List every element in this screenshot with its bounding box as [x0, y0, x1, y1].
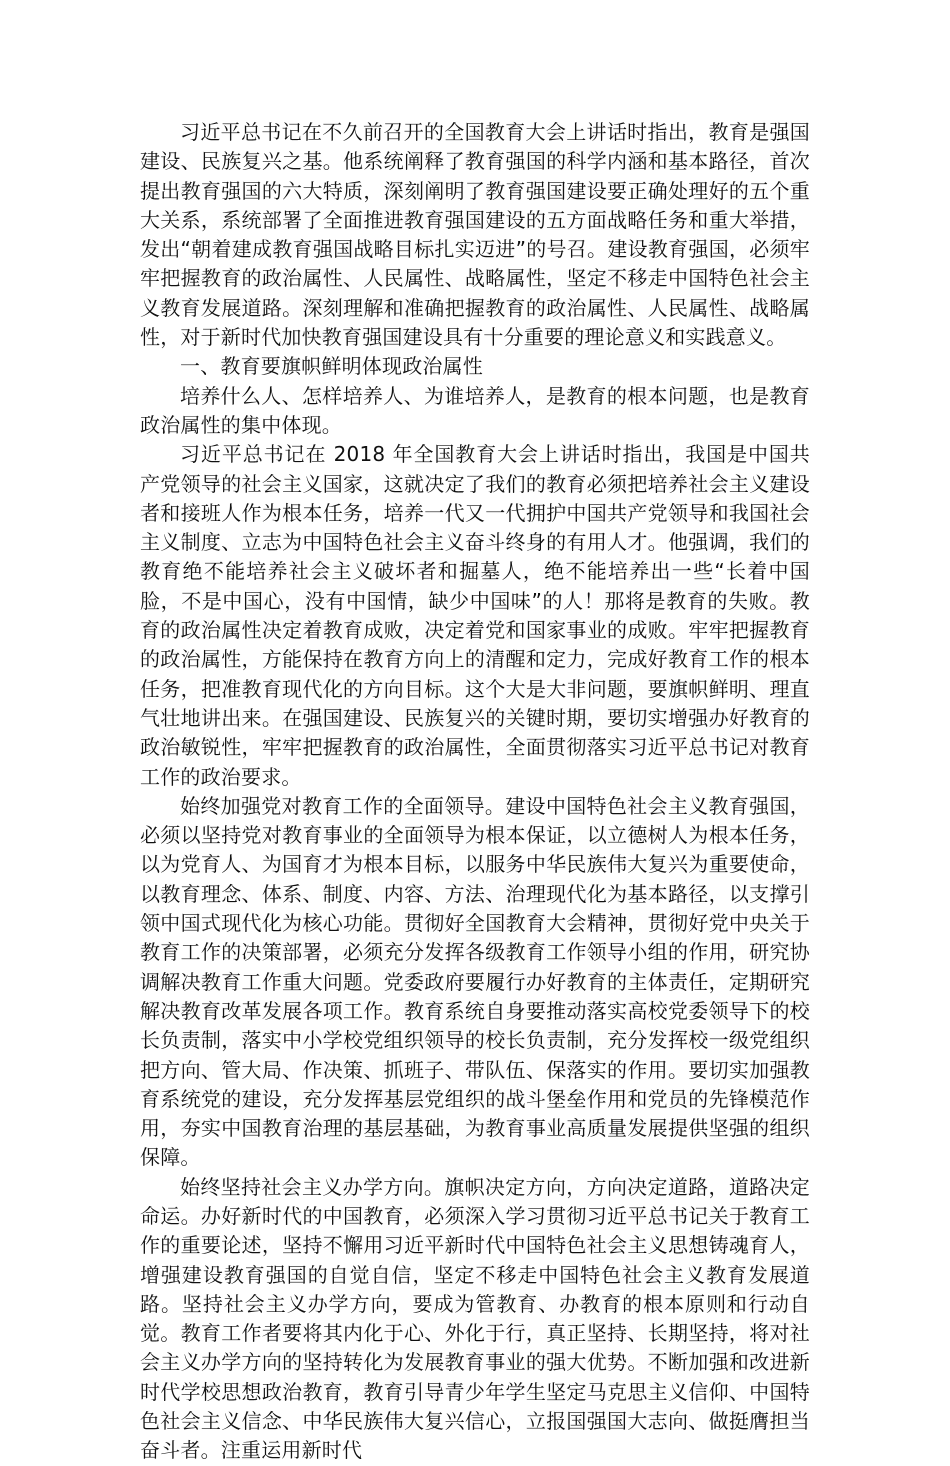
document-page [140, 118, 810, 1463]
body-paragraph-1: 培养什么人、怎样培养人、为谁培养人，是教育的根本问题，也是教育政治属性的集中体现。 [140, 383, 810, 437]
body-paragraph-2: 习近平总书记在 2018 年全国教育大会上讲话时指出，我国是中国共产党领导的社会主义国家，这就决定了我们的教育必须把培养社会主义建设者和接班人作为根本任务，培养一代又一代拥护中国共产党领导和我国社会主义制度、立志为中国特色社会主义奋斗终身的有用人才。他强调，我们的教育绝不能培养社会主义破坏者和掘墓人，绝不能培养出一些“长着中国脸，不是中国心，没有中国情，缺少中国味”的人！那将是教育的失败。教育的政治属性决定着教育成败，决定着党和国家事业的成败。牢牢把握教育的政治属性，方能保持在教育方向上的清醒和定力，完成好教育工作的根本任务，把准教育现代化的方向目标。这个大是大非问题，要旗帜鲜明、理直气壮地讲出来。在强国建设、民族复兴的关键时期，要切实增强办好教育的政治敏锐性，牢牢把握教育的政治属性，全面贯彻落实习近平总书记对教育工作的政治要求。 [140, 442, 810, 789]
section-heading-1: 一、教育要旗帜鲜明体现政治属性 [180, 354, 483, 379]
body-paragraph-4: 始终坚持社会主义办学方向。旗帜决定方向，方向决定道路，道路决定命运。办好新时代的中国教育，必须深入学习贯彻习近平总书记关于教育工作的重要论述，坚持不懈用习近平新时代中国特色社会主义思想铸魂育人，增强建设教育强国的自觉自信，坚定不移走中国特色社会主义教育发展道路。坚持社会主义办学方向，要成为管教育、办教育的根本原则和行动自觉。教育工作者要将其内化于心、外化于行，真正坚持、长期坚持，将对社会主义办学方向的坚持转化为发展教育事业的强大优势。不断加强和改进新时代学校思想政治教育，教育引导青少年学生坚定马克思主义信仰、中国特色社会主义信念、中华民族伟大复兴信心，立报国强国大志向、做挺膺担当奋斗者。注重运用新时代 [140, 1174, 810, 1463]
intro-paragraph: 习近平总书记在不久前召开的全国教育大会上讲话时指出，教育是强国建设、民族复兴之基。他系统阐释了教育强国的科学内涵和基本路径，首次提出教育强国的六大特质，深刻阐明了教育强国建设要正确处理好的五个重大关系，系统部署了全面推进教育强国建设的五方面战略任务和重大举措，发出“朝着建成教育强国战略目标扎实迈进”的号召。建设教育强国，必须牢牢把握教育的政治属性、人民属性、战略属性，坚定不移走中国特色社会主义教育发展道路。深刻理解和准确把握教育的政治属性、人民属性、战略属性，对于新时代加快教育强国建设具有十分重要的理论意义和实践意义。 [140, 120, 810, 350]
body-paragraph-3: 始终加强党对教育工作的全面领导。建设中国特色社会主义教育强国，必须以坚持党对教育事业的全面领导为根本保证，以立德树人为根本任务，以为党育人、为国育才为根本目标，以服务中华民族伟大复兴为重要使命，以教育理念、体系、制度、内容、方法、治理现代化为基本路径，以支撑引领中国式现代化为核心功能。贯彻好全国教育大会精神，贯彻好党中央关于教育工作的决策部署，必须充分发挥各级教育工作领导小组的作用，研究协调解决教育工作重大问题。党委政府要履行办好教育的主体责任，定期研究解决教育改革发展各项工作。教育系统自身要推动落实高校党委领导下的校长负责制，落实中小学校党组织领导的校长负责制，充分发挥校一级党组织把方向、管大局、作决策、抓班子、带队伍、保落实的作用。要切实加强教育系统党的建设，充分发挥基层党组织的战斗堡垒作用和党员的先锋模范作用，夯实中国教育治理的基层基础，为教育事业高质量发展提供坚强的组织保障。 [140, 793, 810, 1170]
